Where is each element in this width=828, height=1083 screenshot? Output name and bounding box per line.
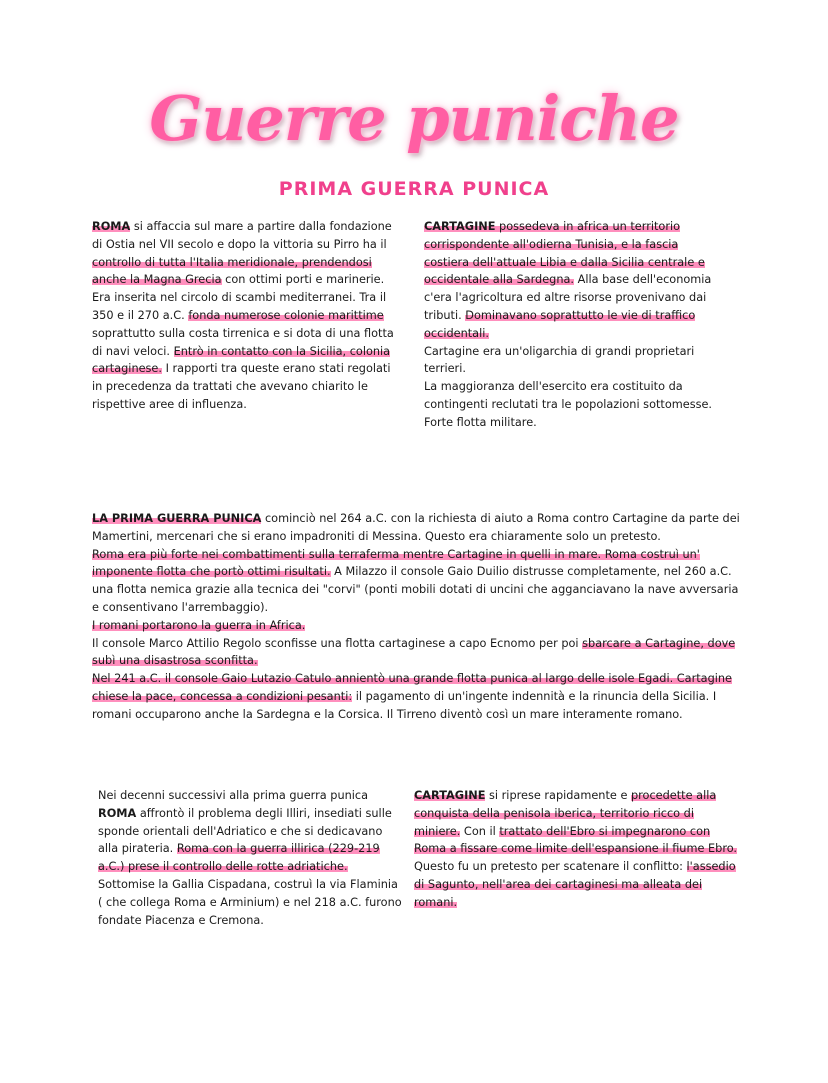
highlight-rome: ROMA bbox=[92, 220, 131, 233]
text-span: Nei decenni successivi alla prima guerra punica bbox=[98, 789, 369, 802]
page-title: Guerre puniche bbox=[149, 82, 679, 155]
text-span: Sottomise la Gallia Cispadana, costruì la via Flaminia ( che collega Roma e Arminium) e nel 218 a.C. furono fondate Piacenza e Cremona. bbox=[98, 877, 402, 927]
highlight-egadi: Nel 241 a.C. il console Gaio Lutazio Catulo annientò una grande flotta punica al largo delle isole Egadi. Cartagine chiese la pace, concessa a condizioni pesanti: bbox=[92, 672, 732, 703]
rome-label: ROMA bbox=[98, 806, 137, 820]
text-span: cominciò nel 264 a.C. con la richiesta di aiuto a Roma contro Cartagine da parte dei Mamertini, mercenari che si erano impadroniti di Messina. Questo era chiaramente solo un pretesto. bbox=[92, 512, 740, 543]
text-span: Alla base dell'economia c'era l'agricoltura ed altre risorse provenivano dai tributi. bbox=[424, 273, 712, 322]
highlight-territory: possedeva in africa un territorio corrispondente all'odierna Tunisia, e la fascia costiera dell'attuale Libia e dalla Sicilia centrale e occidentale alla Sardegna. bbox=[424, 220, 705, 287]
highlight-africa: I romani portarono la guerra in Africa. bbox=[92, 618, 306, 632]
rome-intro-paragraph bbox=[92, 218, 400, 414]
text-span: A Milazzo il console Gaio Duilio distrusse completamente, nel 260 a.C. una flotta nemica grazie alla tecnica dei "corvi" (ponti mobili dotati di uncini che agganciavano la nave avversaria e consentivano l'arrembaggio). bbox=[92, 565, 739, 614]
text-span: si affaccia sul mare a partire dalla fondazione di Ostia nel VII secolo e dopo la vittoria su Pirro ha il bbox=[92, 220, 392, 251]
text-span: con ottimi porti e marinerie. Era inserita nel circolo di scambi mediterranei. Tra il 350 e il 270 a.C. bbox=[92, 273, 387, 322]
text-span: Il console Marco Attilio Regolo sconfisse una flotta cartaginese a capo Ecnomo per poi bbox=[92, 636, 583, 650]
text-span: I rapporti tra queste erano stati regolati in precedenza da trattati che avevano chiarito le rispettive aree di influenza. bbox=[92, 362, 391, 411]
carthage-iberia-paragraph bbox=[414, 787, 742, 912]
army-line: La maggioranza dell'esercito era costituito da contingenti reclutati tra le popolazioni sottomesse. Forte flotta militare. bbox=[424, 380, 713, 429]
highlight-sagunto: l'assedio di Sagunto, nell'area dei cartaginesi ma alleata dei romani. bbox=[414, 860, 736, 909]
highlight-carthage-2: CARTAGINE bbox=[414, 789, 486, 802]
text-span: Questo fu un pretesto per scatenare il conflitto: bbox=[414, 860, 687, 874]
highlight-ebro-treaty: trattato dell'Ebro si impegnarono con Roma a fissare come limite dell'espansione il fiume Ebro. bbox=[414, 824, 738, 856]
text-span: affrontò il problema degli Illiri, insediati sulle sponde orientali dell'Adriatico e che si dedicavano alla pirateria. bbox=[98, 806, 392, 856]
section-title: PRIMA GUERRA PUNICA bbox=[278, 178, 550, 200]
carthage-intro-paragraph bbox=[424, 218, 714, 432]
highlight-sicily: Entrò in contatto con la Sicilia, colonia cartaginese. bbox=[92, 344, 391, 376]
text-span: il pagamento di un'ingente indennità e la rinuncia della Sicilia. I romani occuparono anche la Sardegna e la Corsica. Il Tirreno diventò così un mare interamente romano. bbox=[92, 689, 717, 721]
highlight-colonies: fonda numerose colonie marittime bbox=[188, 308, 384, 322]
highlight-iberia: procedette alla conquista della penisola iberica, territorio ricco di miniere. bbox=[414, 789, 717, 838]
text-span: si riprese rapidamente e bbox=[485, 789, 631, 802]
oligarchy-line: Cartagine era un'oligarchia di grandi proprietari terrieri. bbox=[424, 344, 695, 376]
rome-illyrian-paragraph bbox=[98, 787, 402, 929]
highlight-control: controllo di tutta l'Italia meridionale, prendendosi anche la Magna Grecia bbox=[92, 255, 372, 287]
text-span: soprattutto sulla costa tirrenica e si dota di una flotta di navi veloci. bbox=[92, 326, 394, 358]
highlight-carthage: CARTAGINE bbox=[424, 220, 496, 233]
highlight-first-war: LA PRIMA GUERRA PUNICA bbox=[92, 512, 262, 525]
highlight-defeat: sbarcare a Cartagine, dove subì una disastrosa sconfitta. bbox=[92, 636, 736, 668]
first-punic-war-paragraph bbox=[92, 510, 742, 724]
text-span: Con il bbox=[460, 824, 500, 838]
highlight-illyrian-war: Roma con la guerra illirica (229-219 a.C.) prese il controllo delle rotte adriatiche. bbox=[98, 842, 380, 874]
highlight-naval-fleet: Roma era più forte nei combattimenti sulla terraferma mentre Cartagine in quelli in mare. Roma costruì un' imponente flotta che portò ottimi risultati. bbox=[92, 547, 700, 579]
highlight-trade: Dominavano soprattutto le vie di traffico occidentali. bbox=[424, 308, 696, 340]
